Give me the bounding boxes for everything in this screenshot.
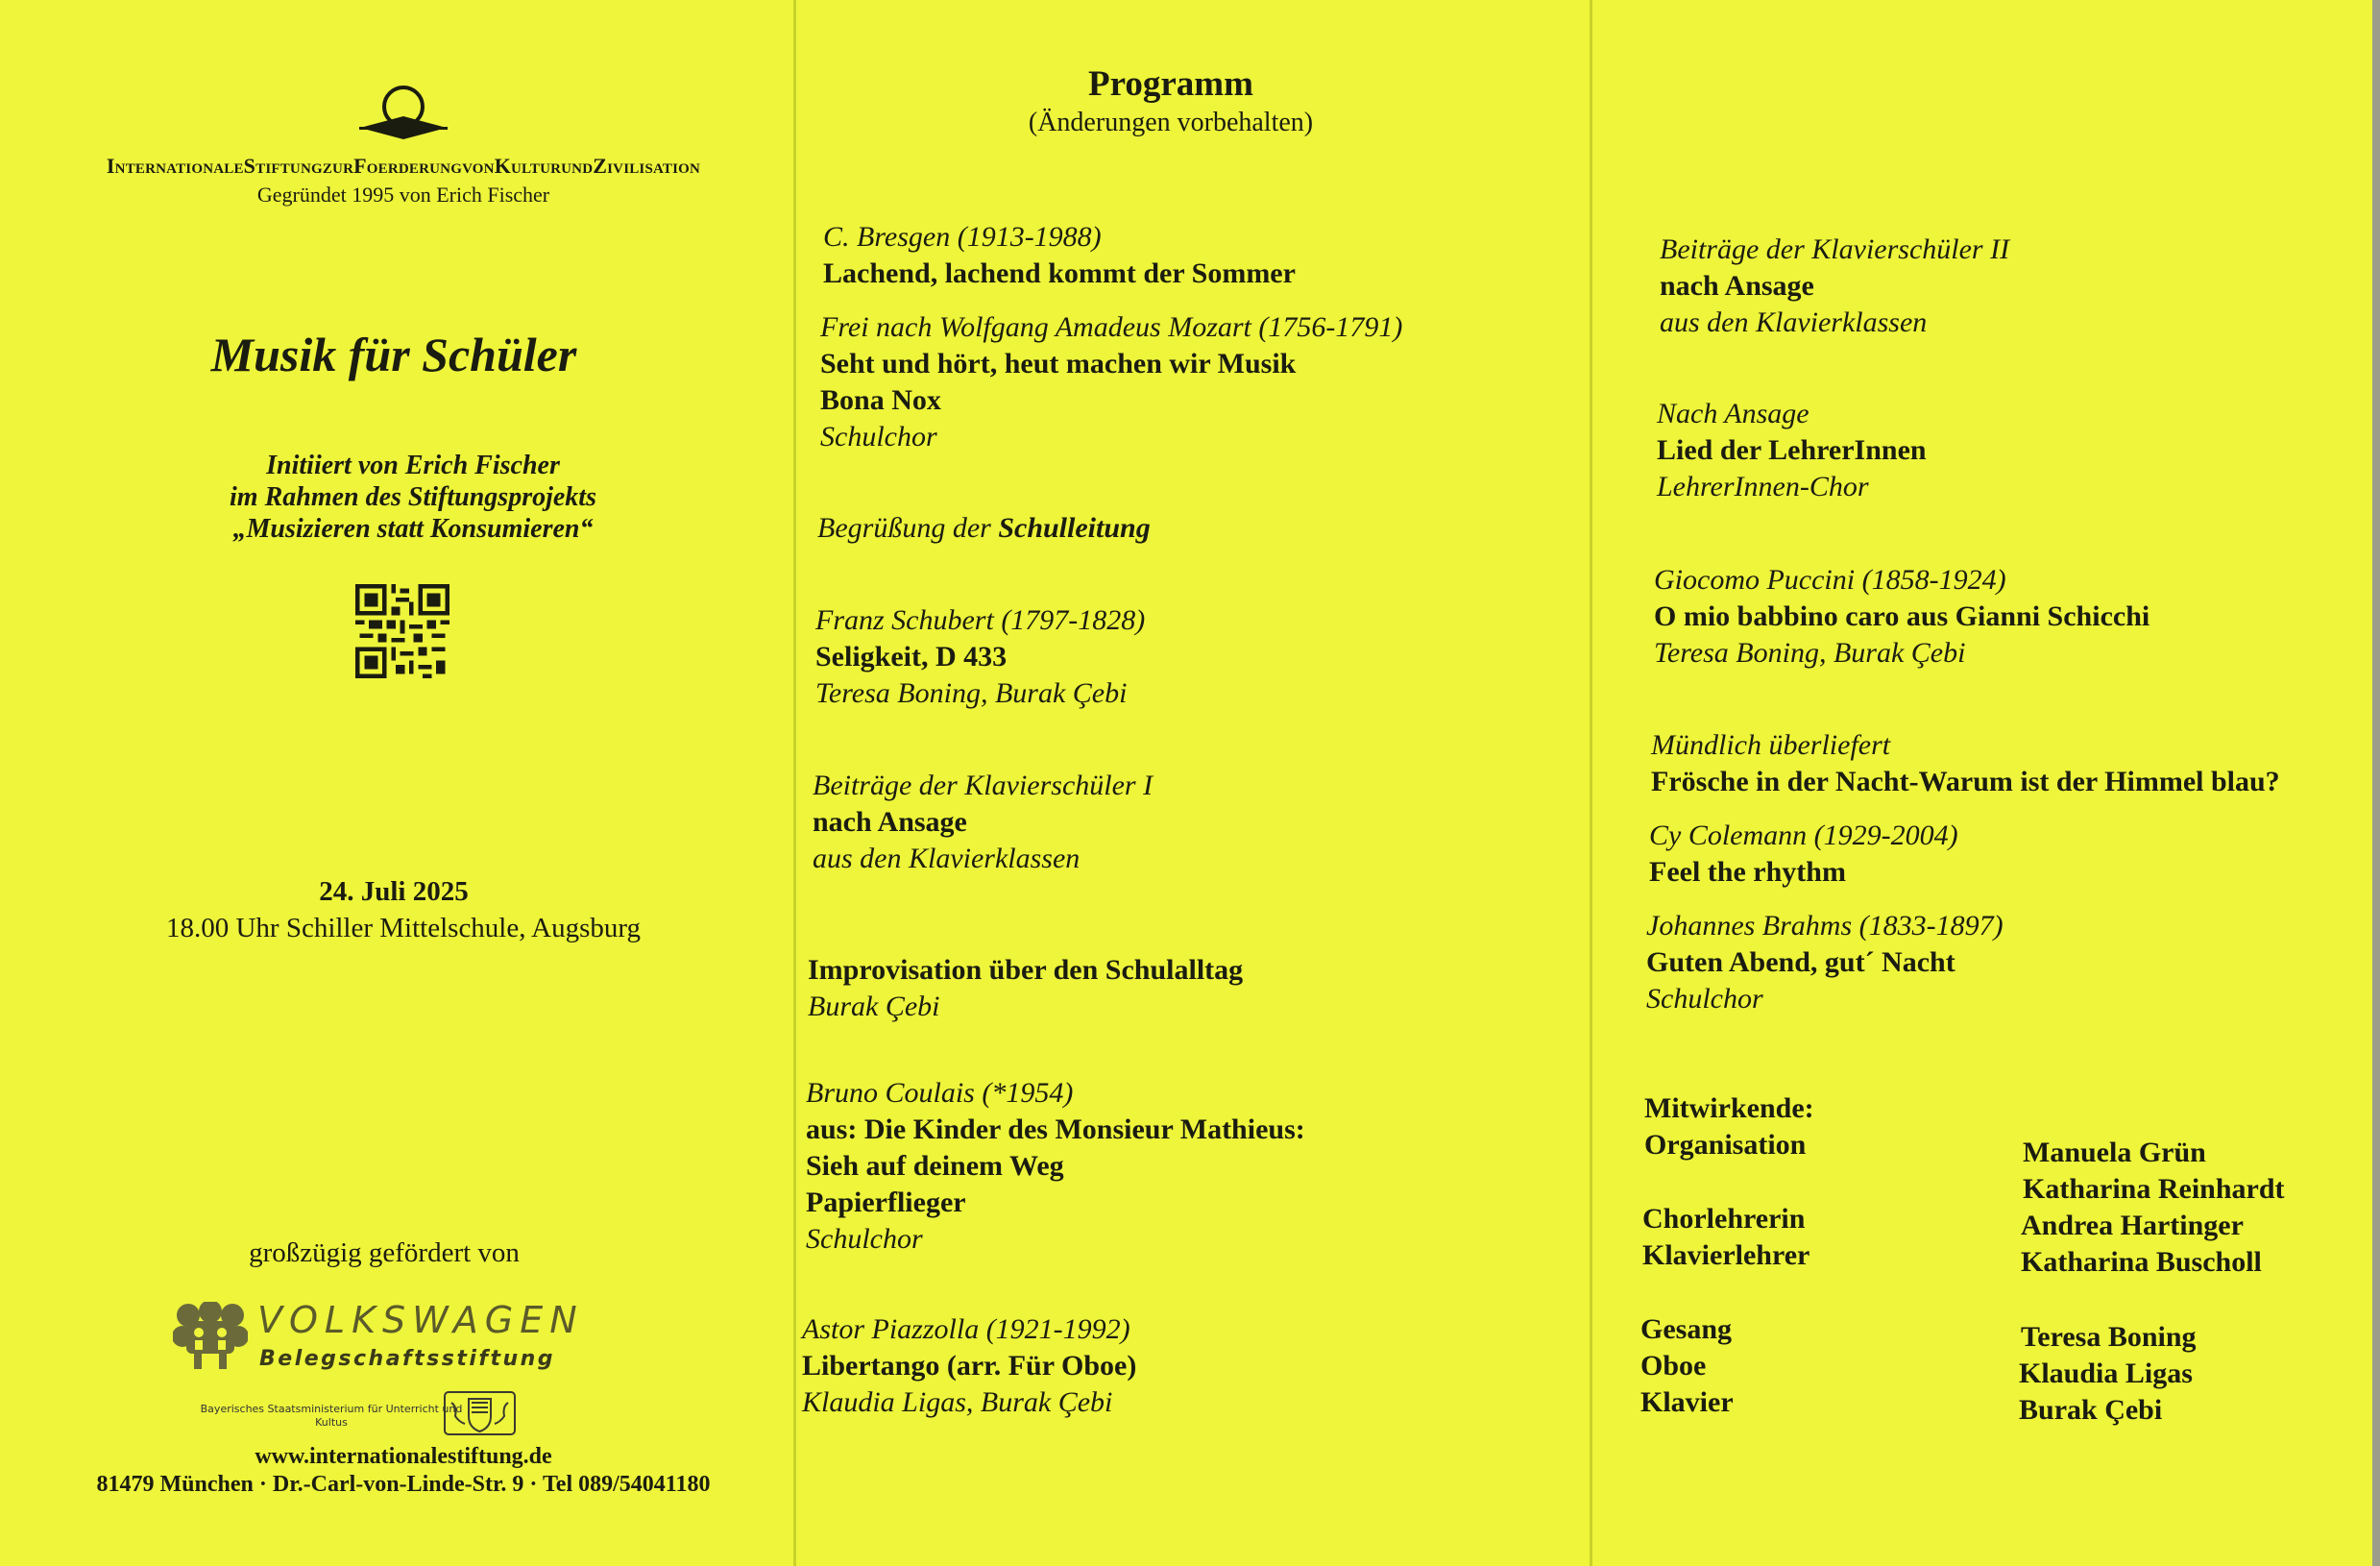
program-item	[823, 219, 1296, 292]
composer: Astor Piazzolla (1921-1992)	[802, 1313, 1130, 1345]
contributor-role: Klavierlehrer	[1642, 1239, 1810, 1271]
performers: aus den Klavierklassen	[1660, 306, 1928, 338]
work-title: Bona Nox	[820, 384, 941, 416]
performers: Teresa Boning, Burak Çebi	[1654, 637, 1966, 669]
composer: Franz Schubert (1797-1828)	[815, 604, 1146, 636]
website-link[interactable]: www.internationalestiftung.de	[255, 1444, 552, 1469]
event-title: Musik für Schüler	[210, 328, 577, 381]
volkswagen-foundation-logo-icon	[173, 1302, 248, 1371]
ministry-name: Bayerisches Staatsministerium für Unterricht und Kultus	[200, 1403, 463, 1429]
program-title: Programm	[1088, 64, 1253, 104]
contributors-heading: Mitwirkende:	[1644, 1092, 1814, 1124]
qr-code-icon	[355, 584, 449, 678]
performers: Schulchor	[806, 1223, 923, 1255]
program-item	[813, 768, 1153, 877]
work-title: Guten Abend, gut´ Nacht	[1646, 946, 1955, 978]
work-title: nach Ansage	[813, 806, 967, 838]
cover-panel	[0, 0, 793, 1566]
sheet-edge	[2372, 0, 2380, 1566]
event-date: 24. Juli 2025	[319, 876, 469, 907]
contributor-name: Katharina Reinhardt	[2023, 1173, 2285, 1205]
contributor-role: Chorlehrerin	[1642, 1203, 1806, 1235]
contributor-name: Burak Çebi	[2019, 1394, 2163, 1426]
initiated-block	[38, 450, 788, 545]
composer: Beiträge der Klavierschüler II	[1660, 233, 2010, 265]
initiated-line: Initiiert von Erich Fischer	[266, 451, 560, 480]
program-item	[1657, 396, 1927, 505]
work-title: Improvisation über den Schulalltag	[808, 954, 1244, 986]
sponsor-name: VOLKSWAGEN	[257, 1299, 584, 1341]
work-title: Feel the rhythm	[1649, 856, 1846, 888]
program-item	[1646, 908, 2004, 1017]
program-item	[802, 1311, 1136, 1421]
event-time-place: 18.00 Uhr Schiller Mittelschule, Augsburg	[165, 913, 642, 943]
work-title: Seligkeit, D 433	[815, 641, 1008, 673]
work-title: Seht und hört, heut machen wir Musik	[820, 348, 1297, 379]
contributor-role: Klavier	[1640, 1386, 1734, 1418]
greeting-prefix: Begrüßung der	[817, 512, 999, 544]
program-panel-right	[1592, 0, 2372, 1566]
program-item	[806, 1075, 1305, 1258]
contributor-name: Klaudia Ligas	[2019, 1358, 2193, 1389]
performers: Klaudia Ligas, Burak Çebi	[802, 1386, 1113, 1418]
work-title: aus: Die Kinder des Monsieur Mathieus:	[806, 1113, 1305, 1145]
performers: LehrerInnen-Chor	[1657, 471, 1869, 502]
work-title: Sieh auf deinem Weg	[806, 1150, 1064, 1182]
program-item	[1651, 727, 2280, 800]
sponsored-by-label: großzügig gefördert von	[249, 1237, 520, 1268]
contributor-name: Manuela Grün	[2023, 1137, 2206, 1168]
contributor-name: Teresa Boning	[2021, 1321, 2197, 1353]
contributor-name: Andrea Hartinger	[2021, 1210, 2244, 1241]
composer: Bruno Coulais (*1954)	[806, 1077, 1074, 1109]
contributor-role: Oboe	[1640, 1350, 1707, 1382]
work-title: Papierflieger	[806, 1187, 966, 1218]
work-title: nach Ansage	[1660, 270, 1814, 302]
contributor-role: Gesang	[1640, 1313, 1733, 1345]
foundation-logo-icon	[355, 82, 451, 149]
performers: Schulchor	[820, 421, 937, 453]
initiated-line: „Musizieren statt Konsumieren“	[232, 514, 594, 544]
program-item	[820, 309, 1402, 455]
work-title: Libertango (arr. Für Oboe)	[802, 1350, 1137, 1382]
program-item	[1654, 562, 2149, 672]
contact-address: 81479 München · Dr.-Carl-von-Linde-Str. 9 · Tel 089/54041180	[96, 1472, 711, 1497]
greeting-bold: Schulleitung	[998, 512, 1151, 544]
program-item	[808, 952, 1243, 1025]
work-title: Lied der LehrerInnen	[1657, 434, 1927, 466]
initiated-line: im Rahmen des Stiftungsprojekts	[230, 482, 596, 512]
performers: aus den Klavierklassen	[813, 843, 1081, 874]
composer: Nach Ansage	[1657, 398, 1809, 429]
contributor-name: Katharina Buscholl	[2021, 1246, 2262, 1278]
composer: Beiträge der Klavierschüler I	[813, 770, 1154, 801]
performers: Teresa Boning, Burak Çebi	[815, 677, 1128, 709]
greeting-line	[817, 510, 1151, 547]
composer: Johannes Brahms (1833-1897)	[1646, 910, 2004, 942]
work-title: Frösche in der Nacht-Warum ist der Himmel blau?	[1651, 766, 2280, 797]
foundation-name: InternationaleStiftungzurFoerderungvonKulturundZivilisation	[106, 154, 701, 178]
composer: C. Bresgen (1913-1988)	[823, 221, 1102, 253]
founded-line: Gegründet 1995 von Erich Fischer	[256, 183, 550, 207]
performers: Schulchor	[1646, 983, 1763, 1015]
work-title: Lachend, lachend kommt der Sommer	[823, 257, 1296, 289]
composer: Mündlich überliefert	[1651, 729, 1891, 761]
sponsor-subtitle: Belegschaftsstiftung	[259, 1347, 556, 1371]
program-panel-middle	[796, 0, 1590, 1566]
composer: Frei nach Wolfgang Amadeus Mozart (1756-1791)	[820, 311, 1403, 343]
work-title: O mio babbino caro aus Gianni Schicchi	[1654, 600, 2150, 632]
composer: Cy Colemann (1929-2004)	[1649, 820, 1958, 851]
program-item	[815, 602, 1145, 712]
program-subtitle: (Änderungen vorbehalten)	[1028, 108, 1314, 137]
program-item	[817, 510, 1151, 547]
program-item	[1660, 232, 2009, 341]
composer: Giocomo Puccini (1858-1924)	[1654, 564, 2006, 596]
contributor-role: Organisation	[1644, 1129, 1807, 1161]
performers: Burak Çebi	[808, 991, 940, 1022]
program-item	[1649, 818, 1958, 891]
bavarian-crest-icon	[444, 1391, 516, 1435]
